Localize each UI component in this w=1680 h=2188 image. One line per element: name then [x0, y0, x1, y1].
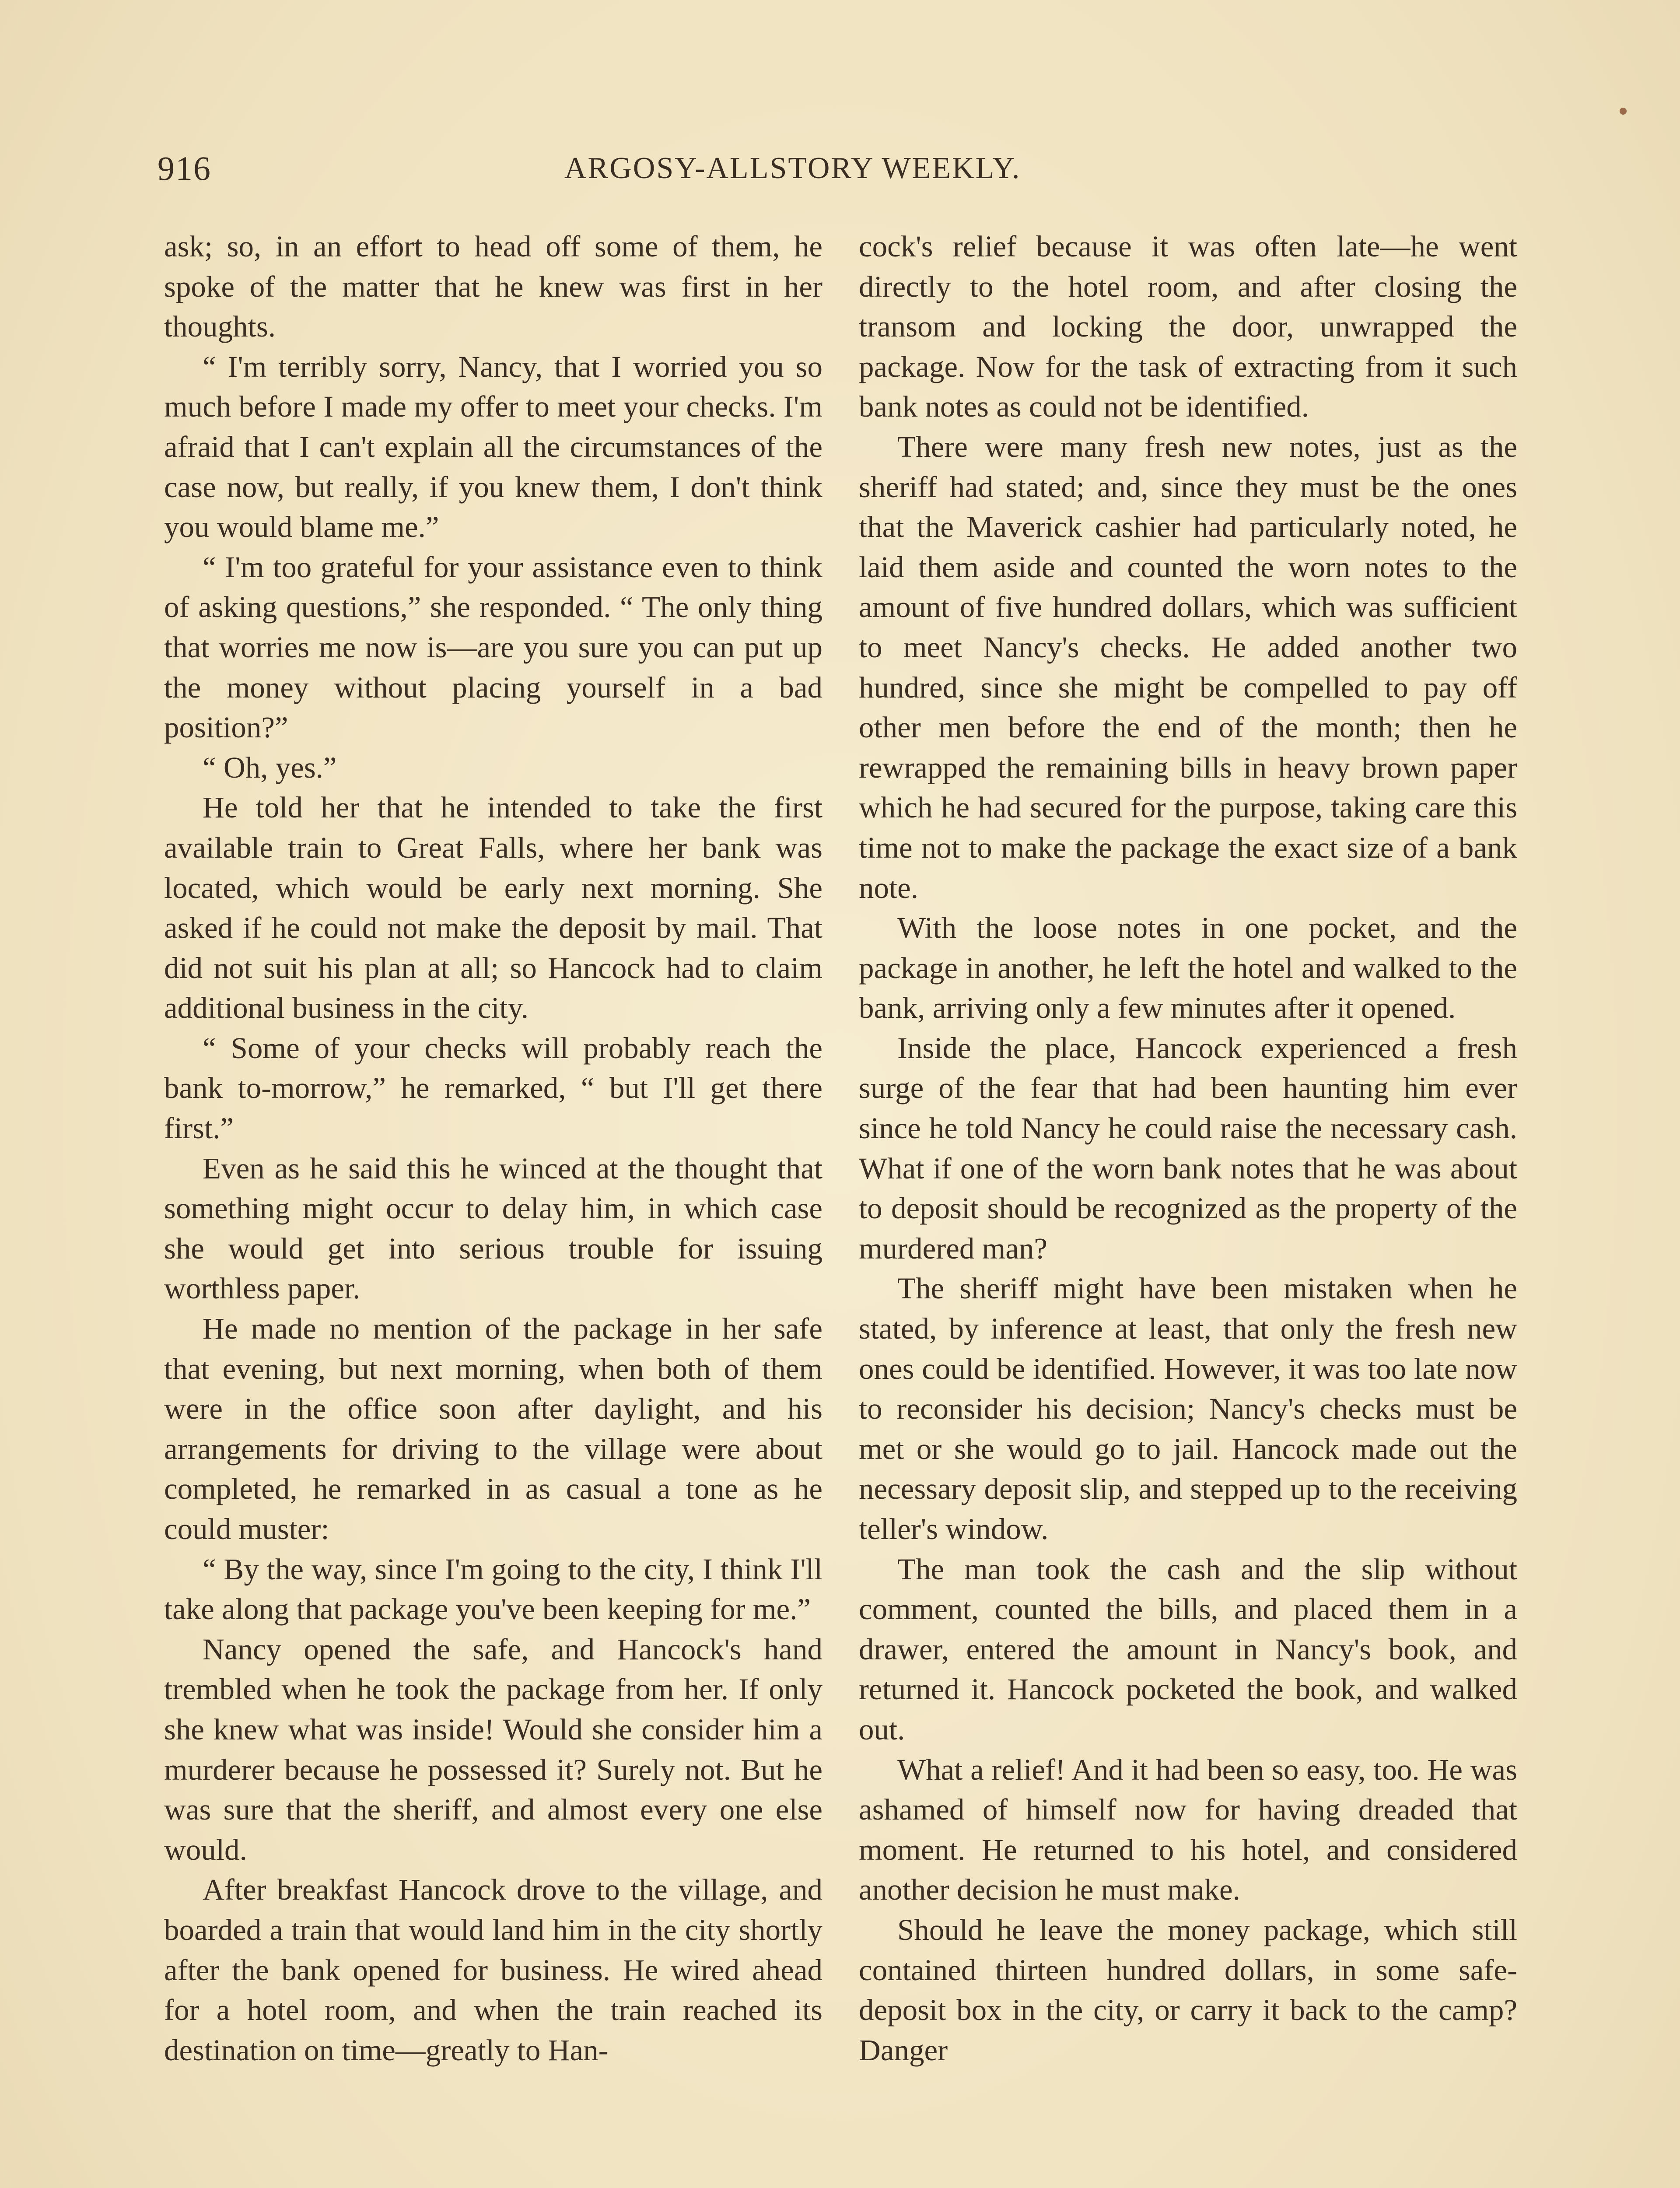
paragraph: ask; so, in an effort to head off some of them, he spoke of the matter that he knew was first in her thoughts. [164, 230, 822, 344]
text-column-right [859, 227, 1517, 2070]
page-header [158, 149, 1177, 188]
paragraph: “ By the way, since I'm going to the city, I think I'll take along that package you've been keeping for me.” [164, 1552, 822, 1626]
paragraph: What a relief! And it had been so easy, too. He was ashamed of himself now for having dreaded that moment. He returned to his hotel, and considered another decision he must make. [859, 1753, 1517, 1907]
paragraph: “ I'm terribly sorry, Nancy, that I worried you so much before I made my offer to meet your checks. I'm afraid that I can't explain all the circumstances of the case now, but really, if you knew them, I don't think you would blame me.” [164, 350, 822, 544]
paragraph: The sheriff might have been mistaken when he stated, by inference at least, that only the fresh new ones could be identified. However, it was too late now to reconsider his decision; Nancy's checks must be met or she would go to jail. Hancock made out the necessary deposit slip, and stepped up to the receiving teller's window. [859, 1272, 1517, 1546]
paragraph: “ I'm too grateful for your assistance even to think of asking questions,” she responded. “ The only thing that worries me now is—are you sure you can put up the money without placing yourself in a bad position?” [164, 550, 822, 744]
paragraph: Nancy opened the safe, and Hancock's hand trembled when he took the package from her. If only she knew what was inside! Would she consider him a murderer because he possessed it? Surely not. But he was sure that the sheriff, and almost every one else would. [164, 1632, 822, 1866]
paragraph: With the loose notes in one pocket, and the package in another, he left the hotel and walked to the bank, arriving only a few minutes after it opened. [859, 911, 1517, 1025]
paragraph: “ Some of your checks will probably reach the bank to-morrow,” he remarked, “ but I'll get there first.” [164, 1031, 822, 1145]
text-column-left [164, 227, 822, 2070]
page-number: 916 [158, 149, 211, 187]
paragraph: Should he leave the money package, which still contained thirteen hundred dollars, in some safe-deposit box in the city, or carry it back to the camp? Danger [859, 1913, 1517, 2067]
ink-speck [1620, 108, 1627, 115]
paragraph: He told her that he intended to take the first available train to Great Falls, where her bank was located, which would be early next morning. She asked if he could not make the deposit by mail. That did not suit his plan at all; so Hancock had to claim additional business in the city. [164, 791, 822, 1025]
running-head: ARGOSY-ALLSTORY WEEKLY. [564, 151, 1021, 185]
paragraph: “ Oh, yes.” [203, 750, 337, 784]
paragraph: After breakfast Hancock drove to the village, and boarded a train that would land him in the city shortly after the bank opened for business. He wired ahead for a hotel room, and when the train reached its destination on time—greatly to Han- [164, 1873, 822, 2067]
paragraph: cock's relief because it was often late—he went directly to the hotel room, and after closing the transom and locking the door, unwrapped the package. Now for the task of extracting from it such bank notes as could not be identified. [859, 230, 1517, 424]
paragraph: Inside the place, Hancock experienced a fresh surge of the fear that had been haunting him ever since he told Nancy he could raise the necessary cash. What if one of the worn bank notes that he was about to deposit should be recognized as the property of the murdered man? [859, 1031, 1517, 1265]
paragraph: The man took the cash and the slip without comment, counted the bills, and placed them in a drawer, entered the amount in Nancy's book, and returned it. Hancock pocketed the book, and walked out. [859, 1552, 1517, 1746]
paragraph: He made no mention of the package in her safe that evening, but next morning, when both of them were in the office soon after daylight, and his arrangements for driving to the village were about completed, he remarked in as casual a tone as he could muster: [164, 1312, 822, 1546]
paragraph: There were many fresh new notes, just as the sheriff had stated; and, since they must be the ones that the Maverick cashier had particularly noted, he laid them aside and counted the worn notes to the amount of five hundred dollars, which was sufficient to meet Nancy's checks. He added another two hundred, since she might be compelled to pay off other men before the end of the month; then he rewrapped the remaining bills in heavy brown paper which he had secured for the purpose, taking care this time not to make the package the exact size of a bank note. [859, 430, 1517, 905]
paragraph: Even as he said this he winced at the thought that something might occur to delay him, in which case she would get into serious trouble for issuing worthless paper. [164, 1151, 822, 1305]
